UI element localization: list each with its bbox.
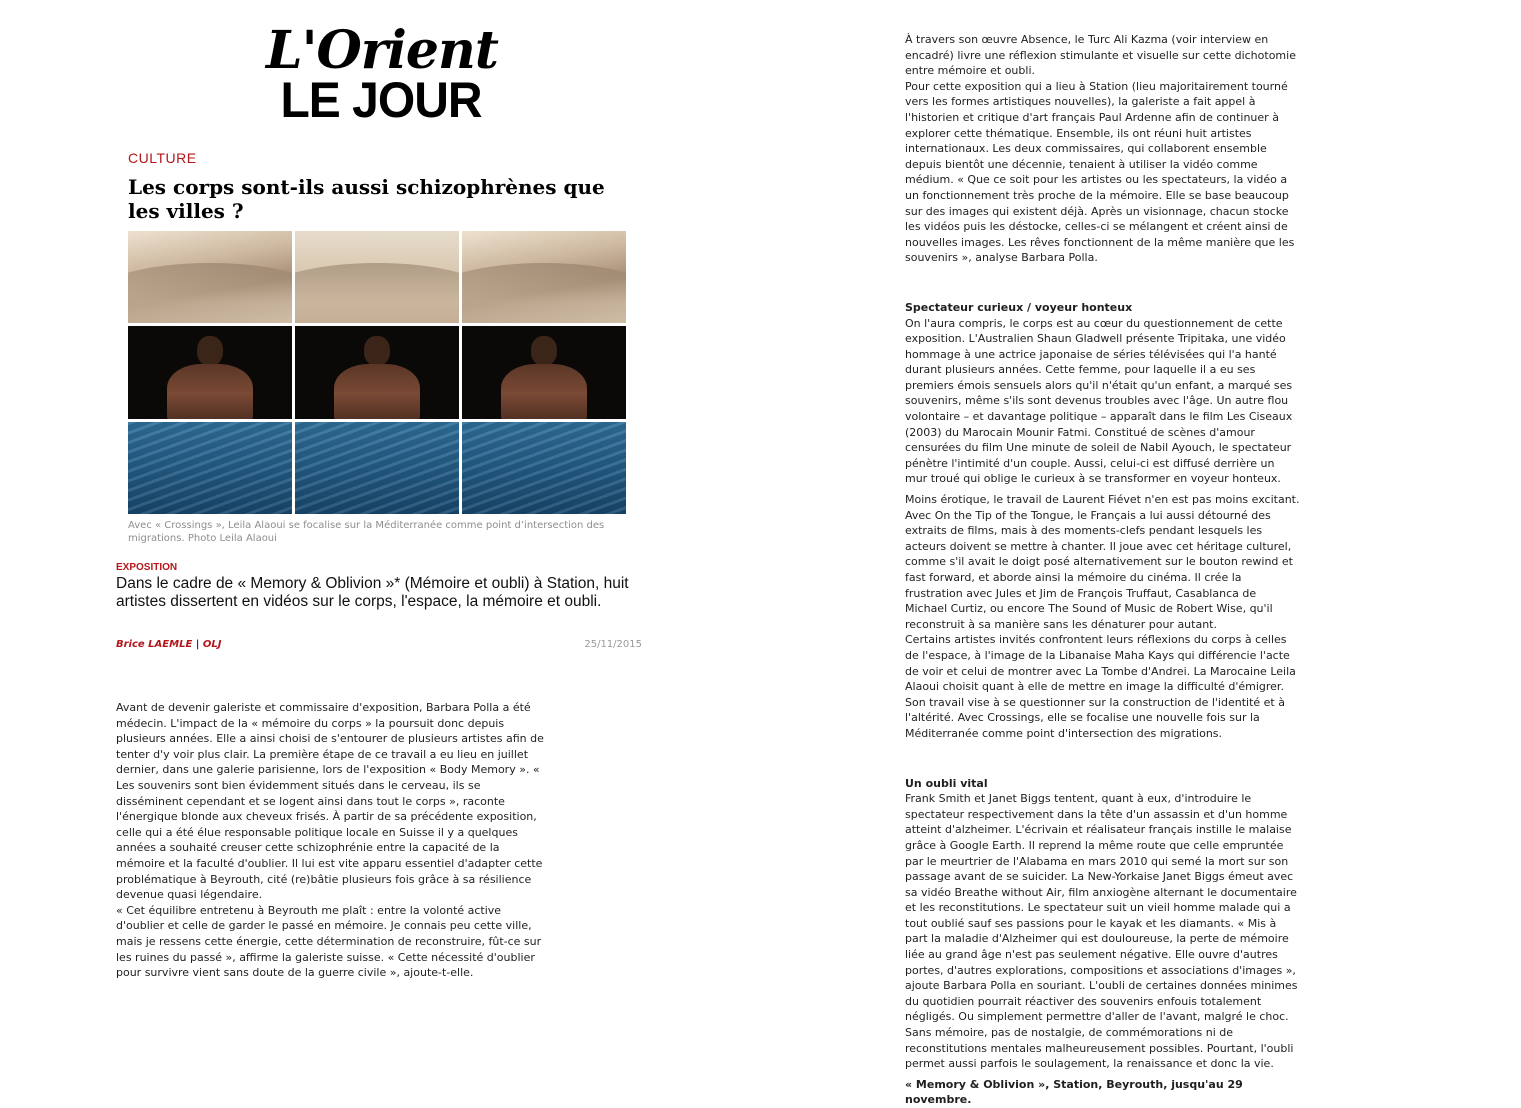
body-paragraph: Certains artistes invités confrontent leurs réflexions du corps à celles de l'espace, à l'image de la Libanaise Maha Kays qui différencie l'acte de voir et celui de montrer avec La Tombe d'Andrei. La Marocaine Leila Alaoui choisit quant à elle de mettre en image la difficulté d'émigrer. Son travail vise à se questionner sur la construction de l'identité et à l'altérité. Avec Crossings, elle se focalise une nouvelle fois sur la Méditerranée comme point d'intersection des migrations. (905, 633, 1296, 740)
event-info: « Memory & Oblivion », Station, Beyrouth, jusqu'au 29 novembre. (905, 1077, 1243, 1107)
photo-desert-dune-1 (128, 231, 292, 323)
photo-caption: Avec « Crossings », Leila Alaoui se focalise sur la Méditerranée comme point d’intersection des migrations. Photo Leila Alaoui (128, 520, 605, 544)
photo-portrait-3 (462, 326, 626, 418)
body-paragraph: À travers son œuvre Absence, le Turc Ali Kazma (voir interview en encadré) livre une réflexion stimulante et visuelle sur cette dichotomie entre mémoire et oubli. (905, 33, 1296, 78)
body-paragraph: Moins érotique, le travail de Laurent Fiévet n'en est pas moins excitant. Avec On the Tip of the Tongue, le Français a lui aussi détourné des extraits de films, mais à des moments-clefs pendant lesquels les acteurs doivent se mettre à chanter. Il joue avec cet héritage culturel, comme s'il avait le doigt posé alternativement sur le bouton rewind et fast forward, et aborde ainsi la mémoire du cinéma. Il crée la frustration avec Jules et Jim de François Truffaut, Casablanca de Michael Curtiz, ou encore The Sound of Music de Robert Wise, qu'il reconstruit à sa manière sans les dénaturer pour autant. (905, 493, 1300, 631)
article-body-left (116, 700, 546, 981)
author-link[interactable]: Brice LAEMLE (116, 639, 193, 650)
byline-separator: | (195, 639, 200, 650)
article-headline: Les corps sont-ils aussi schizophrènes que les villes ? (128, 175, 605, 223)
body-paragraph: Avant de devenir galeriste et commissaire d'exposition, Barbara Polla a été médecin. L'impact de la « mémoire du corps » la poursuit donc depuis plusieurs années. Elle a ainsi choisi de s'entourer de plusieurs artistes afin de tenter d'y voir plus clair. La première étape de ce travail a eu lieu en juillet dernier, dans une galerie parisienne, lors de l'exposition « Body Memory ». « Les souvenirs sont bien évidemment situés dans le cerveau, ils se disséminent cependant et se logent ainsi dans tout le corps », raconte l'énergique blonde aux cheveux frisés. À partir de sa précédente exposition, celle qui a été élue responsable politique locale en Suisse il y a quelques années a souhaité creuser cette schizophrénie entre la capacité de la mémoire et la faculté d'oublier. Il lui est vite apparu essentiel d'adapter cette problématique à Beyrouth, cité (re)bâtie plusieurs fois grâce à sa résilience devenue quasi légendaire. (116, 701, 544, 902)
article-photo (128, 231, 626, 514)
logo-wordmark-bottom: LE JOUR (280, 72, 482, 129)
subheading: Spectateur curieux / voyeur honteux (905, 300, 1133, 314)
subheading: Un oubli vital (905, 776, 988, 790)
photo-desert-dune-2 (295, 231, 459, 323)
body-paragraph: Pour cette exposition qui a lieu à Station (lieu majoritairement tourné vers les formes artistiques nouvelles), la galeriste a fait appel à l'historien et critique d'art français Paul Ardenne afin de continuer à explorer cette thématique. Ensemble, ils ont réuni huit artistes internationaux. Les deux commissaires, qui collaborent ensemble depuis bientôt une décennie, tenaient à utiliser la vidéo comme médium. « Que ce soit pour les artistes ou les spectateurs, la vidéo a un fonctionnement très proche de la mémoire. Elle se base beaucoup sur des images qui existent déjà. Après un visionnage, chacun stocke les vidéos puis les déstocke, celles-ci se mélangent et créent ainsi de nouvelles images. Les rêves fonctionnent de la même manière que les souvenirs », analyse Barbara Polla. (905, 79, 1295, 265)
photo-sea-3 (462, 422, 626, 514)
photo-sea-2 (295, 422, 459, 514)
outlet-link[interactable]: OLJ (202, 639, 222, 650)
body-paragraph: « Cet équilibre entretenu à Beyrouth me plaît : entre la volonté active d'oublier et celle de garder le passé en mémoire. Je connais peu cette ville, mais je ressens cette énergie, cette détermination de reconstruire, fût-ce sur les ruines du passé », affirme la galeriste suisse. « Cette nécessité d'oublier pour survivre vient sans doute de la guerre civile », ajoute-t-elle. (116, 903, 542, 980)
publish-date: 25/11/2015 (584, 639, 642, 650)
spacer (905, 266, 1300, 300)
photo-portrait-2 (295, 326, 459, 418)
spacer (905, 742, 1300, 776)
photo-portrait-1 (128, 326, 292, 418)
photo-sea-1 (128, 422, 292, 514)
logo-wordmark-top: L'Orient (266, 20, 498, 81)
article-body-right (905, 32, 1300, 1108)
article-subtitle: Dans le cadre de « Memory & Oblivion »* (Mémoire et oubli) à Station, huit artistes dissertent en vidéos sur le corps, l'espace, la mémoire et oubli. (116, 575, 629, 610)
photo-desert-dune-3 (462, 231, 626, 323)
body-paragraph: On l'aura compris, le corps est au cœur du questionnement de cette exposition. L'Australien Shaun Gladwell présente Tripitaka, une vidéo hommage à une actrice japonaise de séries télévisées qui l'a hanté durant plusieurs années. Cette femme, pour laquelle il a eu ses premiers émois sensuels alors qu'il n'était qu'un enfant, a marqué ses souvenirs, même s'ils sont devenus troubles avec l'âge. Un autre flou volontaire – et davantage politique – apparaît dans le film Les Ciseaux (2003) du Marocain Mounir Fatmi. Constitué de scènes d'amour censurées du film Une minute de soleil de Nabil Ayouch, le spectateur pénètre l'intimité d'un couple. Aussi, celui-ci est diffusé derrière un mur troué qui oblige le curieux à se transformer en voyeur honteux. (905, 316, 1293, 486)
byline (116, 639, 222, 650)
section-label: CULTURE (128, 150, 197, 166)
category-label: EXPOSITION (116, 562, 178, 573)
body-paragraph: Frank Smith et Janet Biggs tentent, quant à eux, d'introduire le spectateur respectivement dans la tête d'un assassin et d'un homme atteint d'alzheimer. L'écrivain et réalisateur français instille le malaise grâce à Google Earth. Il reprend la même route que celle empruntée par le meurtrier de l'Alabama en mars 2010 qui semé la mort sur son passage avant de se suicider. La New-Yorkaise Janet Biggs émeut avec sa vidéo Breathe without Air, film anxiogène alternant le documentaire et les reconstitutions. Le spectateur suit un vieil homme malade qui a tout oublié sauf ses passions pour le kayak et les diamants. « Mis à part la maladie d'Alzheimer qui est douloureuse, la perte de mémoire liée au grand âge n'est pas seulement négative. Elle ouvre d'autres portes, d'autres explorations, compositions et associations d'images », ajoute Barbara Polla en souriant. L'oubli de certaines données minimes du quotidien pourrait réactiver des souvenirs enfouis totalement négligés. Ou simplement permettre d'aller de l'avant, malgré le choc. Sans mémoire, pas de nostalgie, de commémorations ni de reconstitutions mentales malheureusement possibles. Pourtant, l'oubli permet aussi parfois le soulagement, la renaissance et donc la vie. (905, 792, 1298, 1071)
